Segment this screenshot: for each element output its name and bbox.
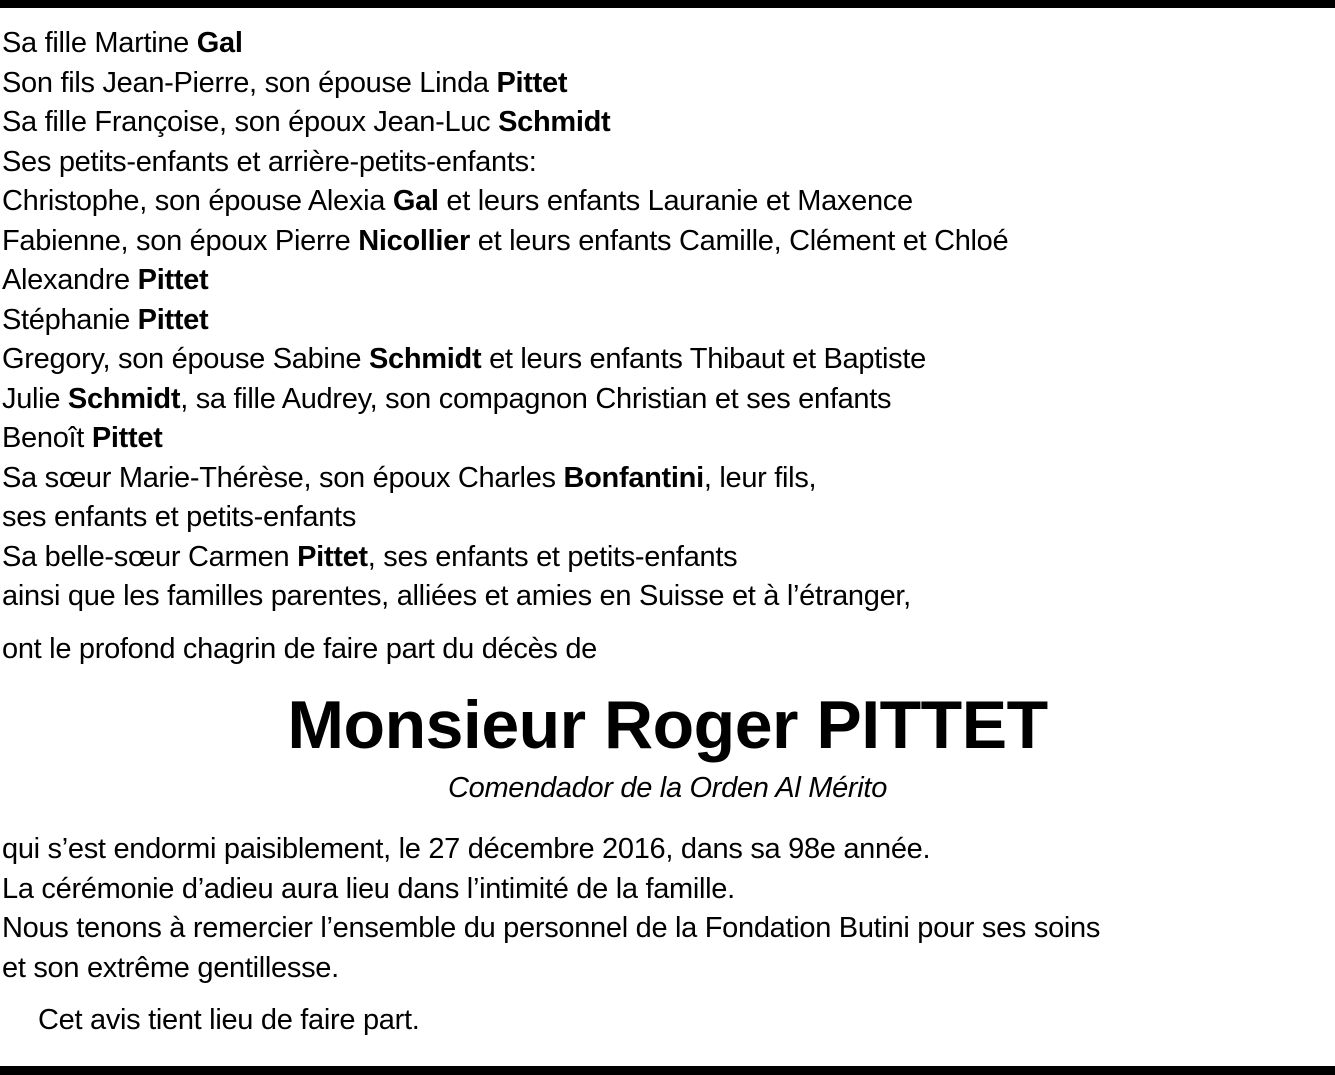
line-text: et leurs enfants Thibaut et Baptiste <box>481 343 926 375</box>
line-text: Ses petits-enfants et arrière-petits-enfants: <box>2 145 537 178</box>
line-text: Julie <box>2 382 68 415</box>
family-member-line <box>2 459 1335 499</box>
family-member-line <box>2 143 1335 183</box>
family-member-line <box>2 577 1335 617</box>
line-text: Gregory, son épouse Sabine <box>2 343 369 375</box>
line-text: , ses enfants et petits-enfants <box>367 540 738 573</box>
surname: Pittet <box>137 264 209 296</box>
surname: Gal <box>196 27 243 59</box>
family-member-line <box>2 419 1335 459</box>
announcement-intro: ont le profond chagrin de faire part du décès de <box>2 633 598 665</box>
surname: Schmidt <box>67 382 181 415</box>
details-line: Nous tenons à remercier l’ensemble du personnel de la Fondation Butini pour ses soins <box>2 912 1101 944</box>
details-line: et son extrême gentillesse. <box>2 951 339 984</box>
family-member-line <box>2 103 1335 143</box>
family-member-line <box>2 24 1335 64</box>
family-member-line <box>2 182 1335 222</box>
surname: Schmidt <box>498 106 611 138</box>
line-text: Alexandre <box>2 264 138 296</box>
surname: Nicollier <box>358 224 470 257</box>
line-text: Sa fille Françoise, son époux Jean-Luc <box>2 106 499 138</box>
line-text: Stéphanie <box>2 303 138 336</box>
details-paragraph <box>2 830 1335 988</box>
line-text: Sa sœur Marie-Thérèse, son époux Charles <box>2 461 564 494</box>
line-text: Fabienne, son époux Pierre <box>2 224 359 257</box>
details-line: qui s’est endormi paisiblement, le 27 décembre 2016, dans sa 98e année. <box>2 833 931 865</box>
line-text: Sa fille Martine <box>2 27 197 59</box>
line-text: Christophe, son épouse Alexia <box>2 185 393 217</box>
line-text: Sa belle-sœur Carmen <box>2 540 298 573</box>
bottom-border-rule <box>0 1066 1335 1075</box>
deceased-name: Monsieur Roger PITTET <box>287 687 1048 763</box>
top-border-rule <box>0 0 1335 8</box>
surname: Pittet <box>137 303 209 336</box>
family-member-line <box>2 340 1335 380</box>
family-member-line <box>2 64 1335 104</box>
family-member-line <box>2 538 1335 578</box>
deceased-honorific: Comendador de la Orden Al Mérito <box>447 772 888 804</box>
line-text: ainsi que les familles parentes, alliées et amies en Suisse et à l’étranger, <box>2 580 911 612</box>
surname: Gal <box>392 185 439 217</box>
line-text: et leurs enfants Lauranie et Maxence <box>438 185 913 217</box>
line-text: ses enfants et petits-enfants <box>2 501 357 533</box>
line-text: Benoît <box>2 422 92 454</box>
line-text: Son fils Jean-Pierre, son épouse Linda <box>2 66 497 99</box>
surname: Schmidt <box>369 343 482 375</box>
family-member-line <box>2 498 1335 538</box>
surname: Bonfantini <box>563 461 704 494</box>
surname: Pittet <box>496 66 568 99</box>
line-text: , sa fille Audrey, son compagnon Christian et ses enfants <box>180 382 892 415</box>
closing-note: Cet avis tient lieu de faire part. <box>38 1004 420 1036</box>
surname: Pittet <box>91 422 163 454</box>
line-text: et leurs enfants Camille, Clément et Chloé <box>469 224 1009 257</box>
line-text: , leur fils, <box>703 461 817 494</box>
family-list <box>2 24 1335 617</box>
family-member-line <box>2 380 1335 420</box>
family-member-line <box>2 222 1335 262</box>
family-member-line <box>2 261 1335 301</box>
surname: Pittet <box>297 540 368 573</box>
details-line: La cérémonie d’adieu aura lieu dans l’intimité de la famille. <box>2 872 735 905</box>
family-member-line <box>2 301 1335 341</box>
